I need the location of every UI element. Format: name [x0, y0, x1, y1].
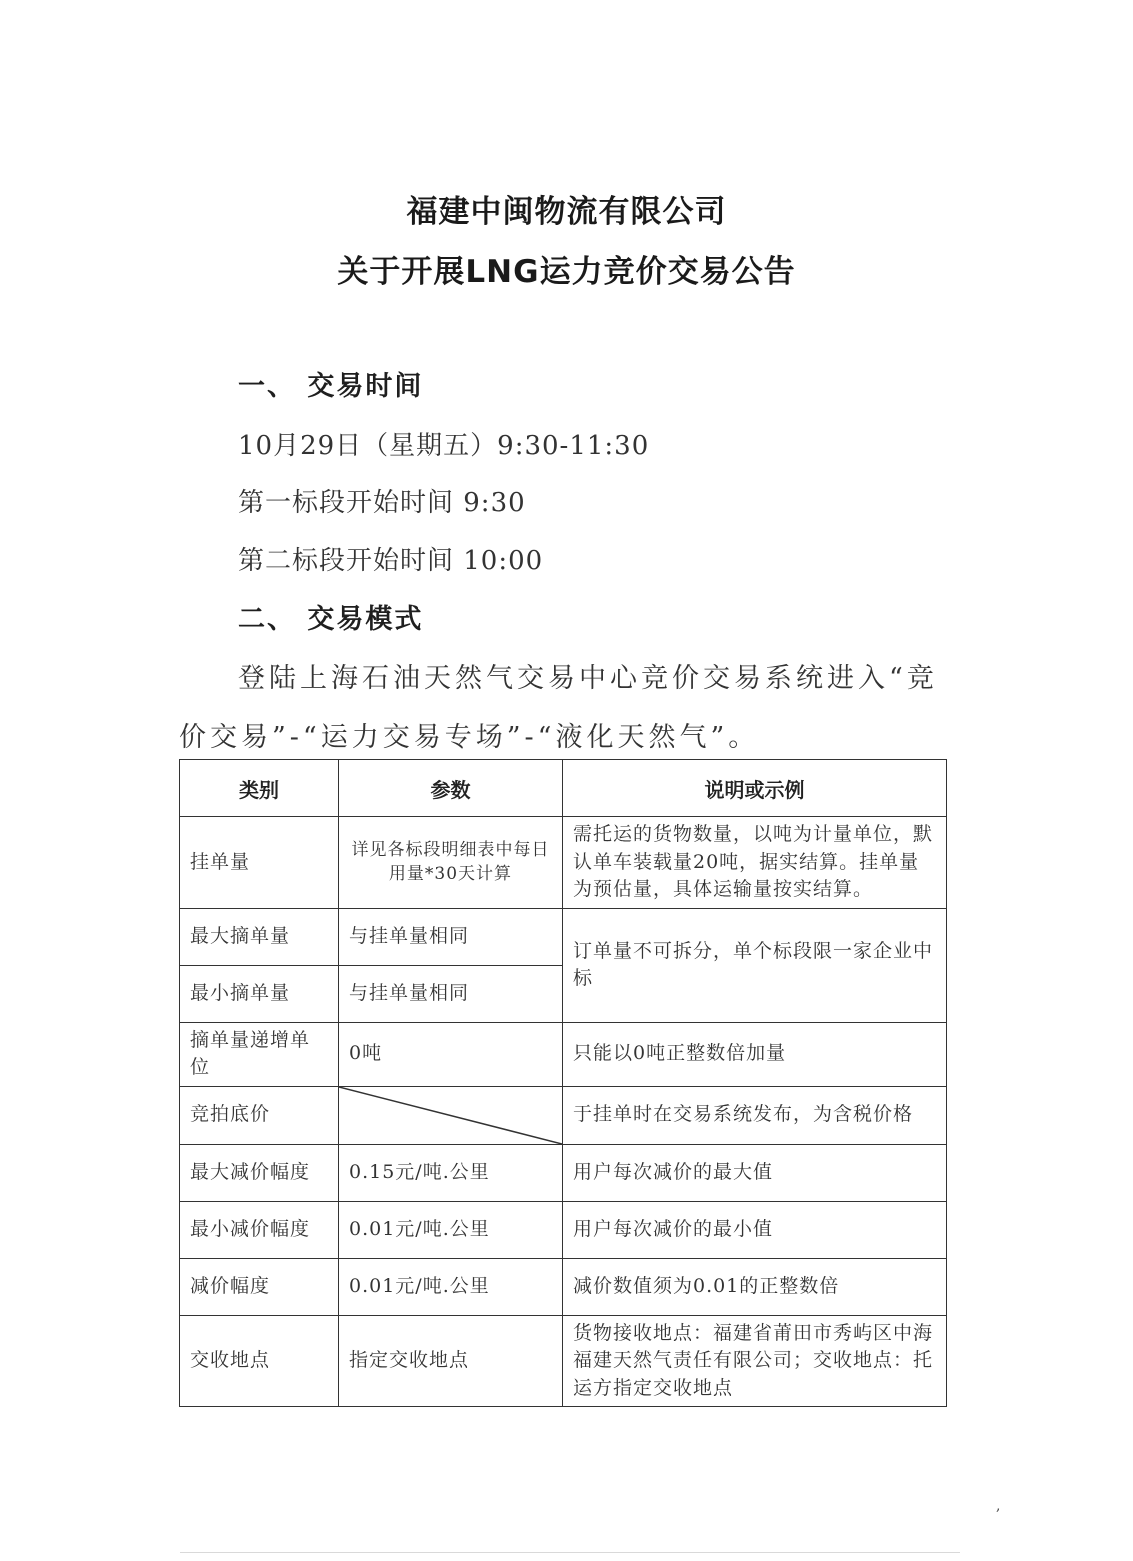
row-category: 交收地点	[180, 1315, 339, 1407]
mode-paragraph-line2: 价交易”-“运力交易专场”-“液化天然气”。	[179, 722, 760, 753]
row-desc: 货物接收地点：福建省莆田市秀屿区中海福建天然气责任有限公司；交收地点：托运方指定交收地点	[563, 1315, 947, 1407]
row-desc: 需托运的货物数量，以吨为计量单位，默认单车装载量20吨，据实结算。挂单量为预估量，具体运输量按实结算。	[563, 817, 947, 909]
row-param: 0吨	[339, 1022, 563, 1086]
scan-edge-line	[180, 1552, 960, 1553]
section2-heading: 二、 交易模式	[238, 604, 424, 635]
row-param: 与挂单量相同	[339, 965, 563, 1022]
trade-date-line: 10月29日（星期五）9:30-11:30	[238, 431, 650, 461]
row-desc: 订单量不可拆分，单个标段限一家企业中标	[563, 908, 947, 1022]
section1-heading: 一、 交易时间	[238, 371, 424, 402]
table-row	[180, 1201, 947, 1258]
row-category: 减价幅度	[180, 1258, 339, 1315]
row-category: 挂单量	[180, 817, 339, 909]
row-desc: 用户每次减价的最大值	[563, 1144, 947, 1201]
diagonal-line	[339, 1087, 562, 1144]
row-param: 指定交收地点	[339, 1315, 563, 1407]
row-category: 最小减价幅度	[180, 1201, 339, 1258]
mode-paragraph-line1: 登陆上海石油天然气交易中心竞价交易系统进入“竞	[238, 663, 938, 694]
header-desc: 说明或示例	[563, 760, 947, 817]
header-category: 类别	[180, 760, 339, 817]
row-param-empty	[339, 1086, 563, 1144]
row-desc: 只能以0吨正整数倍加量	[563, 1022, 947, 1086]
row-category: 竞拍底价	[180, 1086, 339, 1144]
row-category: 摘单量递增单位	[180, 1022, 339, 1086]
table-header-row	[180, 760, 947, 817]
table-row	[180, 1258, 947, 1315]
table-row	[180, 1315, 947, 1407]
notice-title: 关于开展LNG运力竞价交易公告	[337, 254, 796, 290]
header-param: 参数	[339, 760, 563, 817]
row-desc: 减价数值须为0.01的正整数倍	[563, 1258, 947, 1315]
row-category: 最大减价幅度	[180, 1144, 339, 1201]
scan-mark: ,	[996, 1498, 1001, 1514]
row-param: 与挂单量相同	[339, 908, 563, 965]
segment1-start: 第一标段开始时间 9:30	[238, 488, 526, 518]
row-param: 详见各标段明细表中每日用量*30天计算	[339, 817, 563, 909]
table-row	[180, 1086, 947, 1144]
row-category: 最大摘单量	[180, 908, 339, 965]
row-category: 最小摘单量	[180, 965, 339, 1022]
row-desc: 于挂单时在交易系统发布，为含税价格	[563, 1086, 947, 1144]
table-row	[180, 817, 947, 909]
table-row	[180, 908, 947, 965]
segment2-start: 第二标段开始时间 10:00	[238, 546, 544, 576]
row-param: 0.01元/吨.公里	[339, 1258, 563, 1315]
row-desc: 用户每次减价的最小值	[563, 1201, 947, 1258]
company-name: 福建中闽物流有限公司	[406, 194, 727, 230]
table-row	[180, 1144, 947, 1201]
row-param: 0.15元/吨.公里	[339, 1144, 563, 1201]
parameter-table	[179, 759, 947, 1407]
table-row	[180, 1022, 947, 1086]
row-param: 0.01元/吨.公里	[339, 1201, 563, 1258]
